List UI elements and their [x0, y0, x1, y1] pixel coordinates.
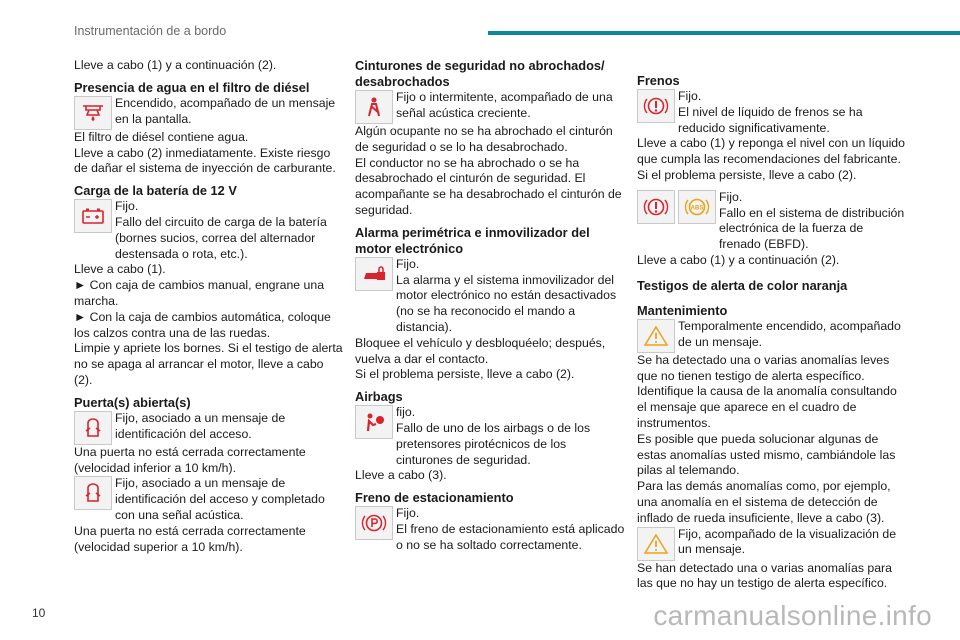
battery-row — [74, 199, 344, 262]
brakes-icon-text: Fijo. El nivel de líquido de frenos se ha reducido significativamente. — [678, 89, 863, 135]
airbags-row — [355, 405, 625, 468]
ebfd-p: Lleve a cabo (1) y a continuación (2). — [637, 252, 840, 267]
alarm-p2: Si el problema persiste, lleve a cabo (2). — [355, 367, 575, 382]
belts-row — [355, 90, 625, 124]
airbags-icon-text: fijo. Fallo de uno de los airbags o de los pretensores pirotécnicos de los cinturones de seguridad. — [396, 405, 591, 467]
battery-p1: Lleve a cabo (1). — [74, 262, 166, 277]
svg-text:ABS: ABS — [690, 205, 704, 212]
battery-icon-text: Fijo. Fallo del circuito de carga de la batería (bornes sucios, correa del alternador destensada o rota, etc.). — [115, 199, 327, 261]
warning-triangle-icon — [637, 319, 675, 353]
parking-row — [355, 506, 625, 553]
maintenance-row — [637, 319, 907, 353]
airbags-heading: Airbags — [355, 389, 403, 405]
doors-icon-text-2: Fijo, asociado a un mensaje de identificación del acceso y completado con una señal acústica. — [115, 476, 325, 522]
parking-brake-icon — [355, 506, 393, 540]
doors-heading: Puerta(s) abierta(s) — [74, 394, 191, 410]
column-1 — [74, 58, 344, 555]
water-p2: Lleve a cabo (2) inmediatamente. Existe riesgo de dañar el sistema de inyección de carburante. — [74, 145, 336, 176]
maintenance-heading: Mantenimiento — [637, 302, 728, 318]
airbag-icon — [355, 405, 393, 439]
maintenance-p2: Identifique la causa de la anomalía consultando el mensaje que aparece en el cuadro de instrumentos. — [637, 384, 897, 430]
battery-p3: ► Con la caja de cambios automática, coloque los calzos contra una de las ruedas. — [74, 309, 331, 340]
door-open-icon — [74, 411, 112, 445]
belts-p1: Algún ocupante no se ha abrochado el cinturón de seguridad o se lo ha desabrochado. — [355, 124, 613, 154]
maintenance-p1: Se ha detectado una o varias anomalías leves que no tienen testigo de alerta específico. — [637, 352, 890, 383]
belts-p2: El conductor no se ha abrochado o se ha desabrochado el cinturón de seguridad. El acompañante se ha desabrochado el cinturón de seguridad. — [355, 155, 622, 217]
doors-row-2 — [74, 476, 344, 523]
brakes-p1: Lleve a cabo (1) y reponga el nivel con un líquido que cumpla las recomendaciones del fabricante. Si el problema persiste, lleve a cabo (2). — [637, 136, 905, 182]
brakes-heading: Frenos — [637, 73, 680, 88]
parking-icon-text: Fijo. El freno de estacionamiento está aplicado o no se ha soltado correctamente. — [396, 506, 625, 552]
abs-icon — [678, 190, 716, 224]
ebfd-icons — [637, 190, 719, 224]
brake-icon — [637, 89, 675, 123]
door-open-icon — [74, 476, 112, 510]
maintenance-p5: Se han detectado una o varias anomalías para las que no hay un testigo de alerta específico. — [637, 560, 892, 591]
water-warning-row — [74, 96, 344, 130]
battery-icon — [74, 199, 112, 233]
battery-p4: Limpie y apriete los bornes. Si el testigo de alerta no se apaga al arrancar el motor, lleve a cabo (2). — [74, 341, 343, 387]
maintenance-p4: Para las demás anomalías como, por ejemplo, una anomalía en el sistema de detección de inflado de rueda insuficiente, lleve a cabo (3). — [637, 479, 891, 525]
battery-heading: Carga de la batería de 12 V — [74, 183, 237, 199]
header-accent-bar — [488, 31, 960, 35]
seatbelt-icon — [355, 90, 393, 124]
doors-row-1 — [74, 411, 344, 445]
alarm-p1: Bloquee el vehículo y desbloquéelo; después, vuelva a dar el contacto. — [355, 335, 606, 366]
brakes-row — [637, 89, 907, 136]
alarm-lock-icon — [355, 257, 393, 291]
orange-section-heading: Testigos de alerta de color naranja — [637, 277, 848, 293]
doors-p2: Una puerta no está cerrada correctamente (velocidad superior a 10 km/h). — [74, 523, 306, 554]
ebfd-icon-text: Fijo. Fallo en el sistema de distribución electrónica de la fuerza de frenado (EBFD). — [719, 189, 905, 252]
battery-p2: ► Con caja de cambios manual, engrane una marcha. — [74, 278, 325, 308]
maintenance-icon-text: Temporalmente encendido, acompañado de un mensaje. — [678, 318, 901, 349]
warning-triangle-icon — [637, 527, 675, 561]
maintenance-icon-text-2: Fijo, acompañado de la visualización de un mensaje. — [678, 526, 897, 557]
watermark: carmanualsonline.info — [653, 600, 932, 631]
alarm-heading: Alarma perimétrica e inmovilizador del motor electrónico — [355, 224, 590, 256]
airbags-p1: Lleve a cabo (3). — [355, 468, 447, 483]
water-p1: El filtro de diésel contiene agua. — [74, 129, 249, 144]
ebfd-row — [637, 190, 907, 253]
water-icon-text: Encendido, acompañado de un mensaje en la pantalla. — [115, 95, 336, 126]
page-number: 10 — [32, 606, 46, 620]
header-title: Instrumentación de a bordo — [74, 24, 227, 38]
doors-icon-text-1: Fijo, asociado a un mensaje de identificación del acceso. — [115, 410, 286, 441]
column-3 — [637, 73, 907, 592]
belts-icon-text: Fijo o intermitente, acompañado de una señal acústica creciente. — [396, 90, 613, 120]
maintenance-row-2 — [637, 527, 907, 561]
doors-p1: Una puerta no está cerrada correctamente (velocidad inferior a 10 km/h). — [74, 444, 306, 475]
alarm-row — [355, 257, 625, 336]
intro-text: Lleve a cabo (1) y a continuación (2). — [74, 58, 277, 72]
water-in-fuel-icon — [74, 96, 112, 130]
belts-heading: Cinturones de seguridad no abrochados/ desabrochados — [355, 58, 605, 89]
brake-icon — [637, 190, 675, 224]
column-2 — [355, 58, 625, 554]
maintenance-p3: Es posible que pueda solucionar algunas de estas anomalías usted mismo, cambiándole las pilas al telemando. — [637, 431, 896, 478]
water-heading: Presencia de agua en el filtro de diésel — [74, 79, 310, 95]
alarm-icon-text: Fijo. La alarma y el sistema inmovilizador del motor electrónico no están desactivados (no se ha reconocido el mando a distancia). — [396, 256, 617, 334]
parking-heading: Freno de estacionamiento — [355, 490, 514, 506]
